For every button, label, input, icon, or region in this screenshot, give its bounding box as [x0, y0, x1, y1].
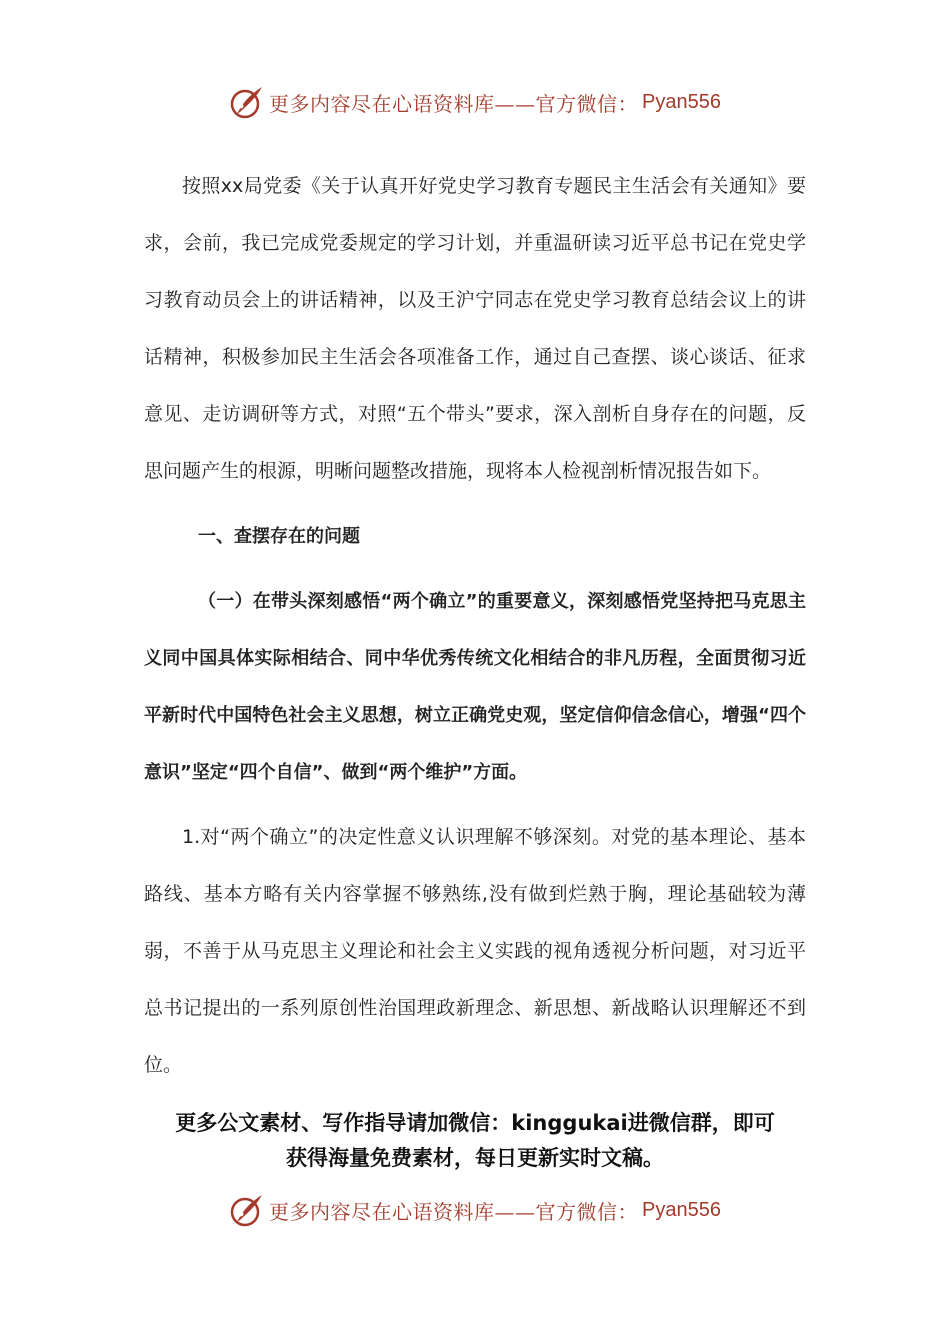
promo-line-1: 更多公文素材、写作指导请加微信：kinggukai进微信群，即可	[175, 1111, 775, 1135]
header-banner	[0, 84, 950, 120]
quill-pen-logo-icon	[229, 84, 265, 120]
quill-pen-logo-icon	[229, 1192, 265, 1228]
promo-notice	[120, 1106, 830, 1176]
banner-text: 更多内容尽在心语资料库——官方微信：	[269, 1199, 639, 1224]
item-paragraph-1: 1.对“两个确立”的决定性意义认识理解不够深刻。对党的基本理论、基本路线、基本方略有关内容掌握不够熟练,没有做到烂熟于胸，理论基础较为薄弱，不善于从马克思主义理论和社会主义实践的视角透视分析问题，对习近平总书记提出的一系列原创性治国理政新理念、新思想、新战略认识理解还不到位。	[144, 826, 806, 1076]
section-heading: 一、查摆存在的问题	[198, 526, 360, 547]
promo-line-2: 获得海量免费素材，每日更新实时文稿。	[286, 1146, 664, 1170]
banner-text: 更多内容尽在心语资料库——官方微信：	[269, 91, 639, 116]
sub-heading: （一）在带头深刻感悟“两个确立”的重要意义，深刻感悟党坚持把马克思主义同中国具体实际相结合、同中华优秀传统文化相结合的非凡历程，全面贯彻习近平新时代中国特色社会主义思想，树立正确党史观，坚定信仰信念信心，增强“四个意识”坚定“四个自信”、做到“两个维护”方面。	[144, 591, 806, 783]
banner-wechat-handle: Pyan556	[642, 1198, 721, 1221]
document-body	[144, 158, 806, 1094]
footer-banner	[0, 1192, 950, 1228]
banner-wechat-handle: Pyan556	[642, 90, 721, 113]
intro-paragraph: 按照xx局党委《关于认真开好党史学习教育专题民主生活会有关通知》要求，会前，我已完成党委规定的学习计划，并重温研读习近平总书记在党史学习教育动员会上的讲话精神，以及王沪宁同志在党史学习教育总结会议上的讲话精神，积极参加民主生活会各项准备工作，通过自己查摆、谈心谈话、征求意见、走访调研等方式，对照“五个带头”要求，深入剖析自身存在的问题，反思问题产生的根源，明晰问题整改措施，现将本人检视剖析情况报告如下。	[144, 175, 806, 482]
